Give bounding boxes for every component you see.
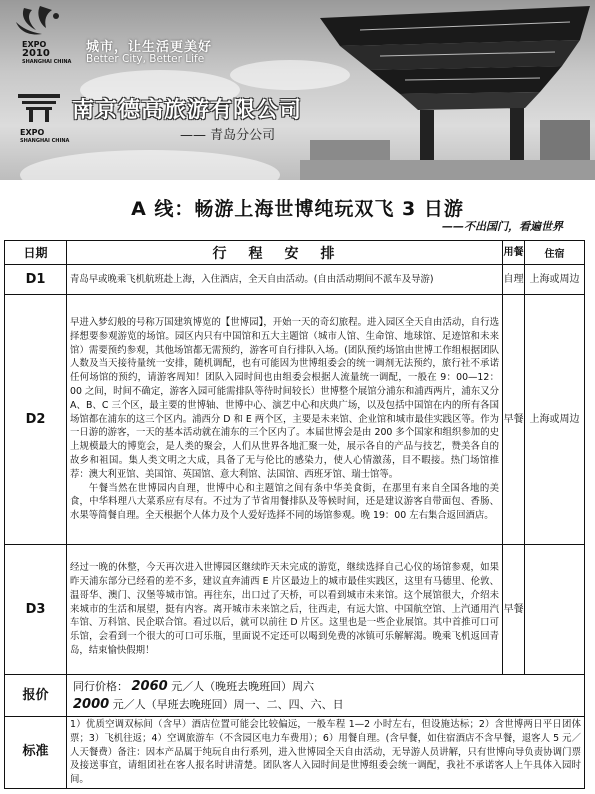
itinerary-table — [4, 240, 585, 789]
company-name: 南京德高旅游有限公司 — [72, 98, 303, 123]
expo-bottom-wordmark — [20, 128, 69, 146]
title-area — [0, 188, 595, 240]
table-row-price — [5, 675, 585, 717]
day-desc-d2-para-2: 午餐当然在世博园内自理，世博中心和主题馆之间有条中华美食街，在那里有来自全国各地的美食，中华料理八大菜系应有尽有。不过为了节省用餐排队及等候时间，还是建议游客自带面包、香肠、水果等简餐自理。全天根据个人体力及个人爱好选择不同的场馆参观。晚 19：00 左右集合返回酒店。 — [70, 482, 499, 522]
standards-label: 标准 — [5, 717, 67, 789]
day-desc-d2 — [67, 295, 503, 545]
table-row-d2 — [5, 295, 585, 545]
price-line-1 — [73, 678, 578, 696]
day-label-d2: D2 — [5, 295, 67, 545]
price-amount-2: 2000 — [73, 696, 110, 712]
price-suffix-2: 元／人（早班去晚班回）周一、二、四、六、日 — [112, 697, 344, 711]
day-stay-d1: 上海或周边 — [525, 265, 585, 295]
price-label: 报价 — [5, 675, 67, 717]
day-meal-d1: 自理 — [503, 265, 525, 295]
table-row-d1 — [5, 265, 585, 295]
slogan-chinese: 城市，让生活更美好 — [86, 40, 213, 55]
day-stay-d3 — [525, 545, 585, 675]
standards-text: 1）优质空调双标间（含早）酒店位置可能会比较偏远，一般车程 1—2 小时左右，但设施达标；2）含世博两日平日团体票；3）飞机往返；4）空调旅游车（不含园区电力车费用）；6）用餐自理。(含早餐，如住宿酒店不含早餐，退客人 5 元／人天餐费）备注：因本产品属于纯玩自由行系列，进入世博园全天自由活动，无导游人员讲解，只有世博向导负责协调门票及接送事宜，请组团社在客人报名时讲清楚。团队客人入园时间是世博组委会统一调配，我社不承诺客人上午具体入园时间。 — [67, 717, 585, 789]
page-title: A 线：畅游上海世博纯玩双飞 3 日游 — [131, 198, 464, 220]
header-banner — [0, 0, 595, 180]
expo-text: EXPO — [22, 40, 47, 49]
day-label-d3: D3 — [5, 545, 67, 675]
expo-bottom-text: EXPO — [20, 128, 45, 137]
china-pavilion-illustration — [300, 0, 595, 180]
table-row-standards — [5, 717, 585, 789]
expo-location: SHANGHAI CHINA — [22, 59, 72, 65]
day-desc-d3: 经过一晚的休整，今天再次进入世博园区继续昨天未完成的游览，继续选择自己心仪的场馆参观，如果昨天浦东部分已经看的差不多，建议直奔浦西 E 片区最边上的城市最佳实践区，这里有马德里、伦敦、温哥华、澳门、汉堡等城市馆。再往东，出口过了天桥，可以看到城市未来馆。这个展馆很大，介绍未来城市的生活和展望，挺有内容。离开城市未来馆之后，往西走，有远大馆、中国航空馆、上汽通用汽车馆、万科馆、民企联合馆。看过以后，就可以前往 D 片区。这里也是一些企业展馆。其中首推可口可乐馆，会看到一个很大的可口可乐瓶，里面说不定还可以喝到免费的冰镇可乐解解渴。晚乘飞机返回青岛，结束愉快假期！ — [67, 545, 503, 675]
price-prefix: 同行价格： — [73, 679, 128, 693]
slogan-english: Better City, Better Life — [86, 53, 205, 65]
day-desc-d2-para-1: 早进入梦幻般的号称万国建筑博览的【世博园】，开始一天的奇幻旅程。进入园区全天自由活动，自行选择想要参观游览的场馆。园区内只有中国馆和五大主题馆（城市人馆、生命馆、地球馆、足迹馆和未来馆）需要预约参观，其他场馆都无需预约，游客可自行排队入场。(团队预约场馆由世博工作组根据团队人数及当天接待量统一安排，随机调配，也有可能因为世博组委会的统一调剂无法预约，旅行社不承诺任何场馆的预约，请游客周知！团队入园时间也由组委会根据人流量统一调配，一般在 9：00—12：00 之间，时间不确定，游客入园可能需排队等待时间较长）世博整个展馆分浦东和浦西两片，浦东又分 A、B、C 三个区，最主要的世博轴、世博中心、演艺中心和庆典广场，以及包括中国馆在内的所有各国场馆都在浦东的这三个区内。浦西分 D 和 E 两个区，主要是未来馆、企业馆和城市最佳实践区等。作为一日游的游客，一天的基本活动就在浦东的三个区内了。本届世博会是由 200 多个国家和组织参加的史上规模最大的博览会，是人类的聚会，人们从世界各地汇聚一处，展示各自的产品与技艺，赞美各自的故乡和祖国。集人类文明之大成，具备了无与伦比的感染力，使人心情激荡，目不暇接。热门场馆推荐：澳大利亚馆、美国馆、英国馆、意大利馆、法国馆、西班牙馆、瑞士馆等。 — [70, 317, 499, 480]
branch-name: —— 青岛分公司 — [180, 128, 276, 143]
expo-bottom-location: SHANGHAI CHINA — [20, 138, 70, 144]
expo-year: 2010 — [22, 48, 50, 59]
price-content — [67, 675, 585, 717]
day-label-d1: D1 — [5, 265, 67, 295]
price-line-2 — [73, 696, 578, 714]
day-meal-d2: 早餐 — [503, 295, 525, 545]
header-stay: 住宿 — [525, 241, 585, 265]
header-date: 日期 — [5, 241, 67, 265]
table-row-d3 — [5, 545, 585, 675]
day-stay-d2: 上海或周边 — [525, 295, 585, 545]
expo-wordmark — [22, 40, 71, 67]
header-itinerary: 行程安排 — [67, 241, 503, 265]
price-amount-1: 2060 — [131, 678, 168, 694]
page-subtitle: ——不出国门，看遍世界 — [442, 220, 563, 233]
day-meal-d3: 早餐 — [503, 545, 525, 675]
day-desc-d1: 青岛早或晚乘飞机航班赴上海，入住酒店，全天自由活动。(自由活动期间不派车及导游) — [67, 265, 503, 295]
header-meal: 用餐 — [503, 241, 525, 265]
price-suffix-1: 元／人（晚班去晚班回）周六 — [171, 679, 315, 693]
table-header-row — [5, 241, 585, 265]
